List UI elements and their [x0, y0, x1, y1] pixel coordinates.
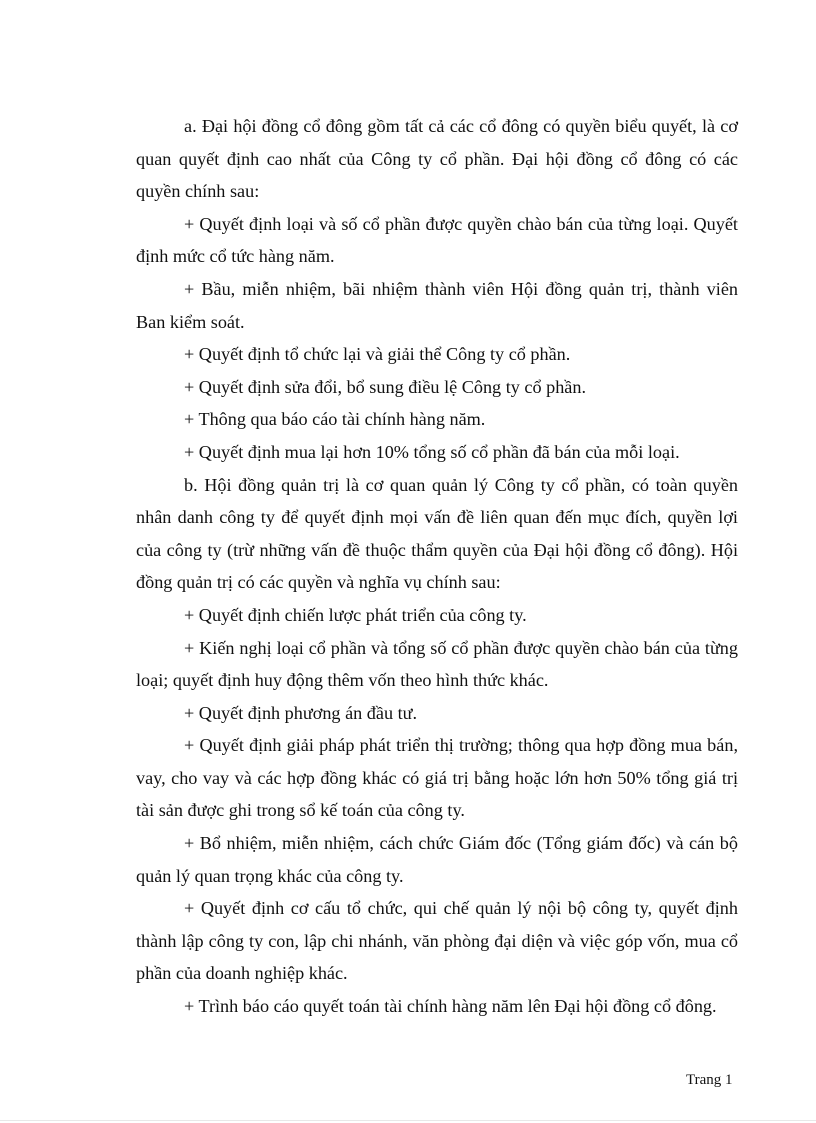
page-bottom-edge	[0, 1120, 816, 1121]
list-item: + Quyết định phương án đầu tư.	[184, 702, 418, 723]
list-item: + Quyết định mua lại hơn 10% tổng số cổ phần đã bán của mỗi loại.	[184, 441, 680, 462]
list-item: + Quyết định giải pháp phát triển thị trường; thông qua hợp đồng mua bán, vay, cho vay và các hợp đồng khác có giá trị bằng hoặc lớn hơn 50% tổng giá trị tài sản được ghi trong sổ kế toán của công ty.	[136, 735, 738, 821]
list-item: + Trình báo cáo quyết toán tài chính hàng năm lên Đại hội đồng cổ đông.	[184, 996, 717, 1017]
page-number: Trang 1	[686, 1072, 733, 1088]
list-item: + Quyết định chiến lược phát triển của công ty.	[184, 604, 527, 625]
list-item: + Quyết định loại và số cổ phần được quyền chào bán của từng loại. Quyết định mức cổ tức hàng năm.	[136, 213, 738, 267]
list-item: + Quyết định cơ cấu tổ chức, qui chế quản lý nội bộ công ty, quyết định thành lập công ty con, lập chi nhánh, văn phòng đại diện và việc góp vốn, mua cổ phần của doanh nghiệp khác.	[136, 898, 738, 984]
list-item: + Bổ nhiệm, miễn nhiệm, cách chức Giám đốc (Tổng giám đốc) và cán bộ quản lý quan trọng khác của công ty.	[136, 833, 738, 886]
list-item: + Quyết định tổ chức lại và giải thể Công ty cổ phần.	[184, 344, 571, 365]
list-item: + Quyết định sửa đổi, bổ sung điều lệ Công ty cổ phần.	[184, 376, 587, 397]
paragraph-board-of-directors: b. Hội đồng quản trị là cơ quan quản lý Công ty cổ phần, có toàn quyền nhân danh công ty để quyết định mọi vấn đề liên quan đến mục đích, quyền lợi của công ty (trừ những vấn đề thuộc thẩm quyền của Đại hội đồng cổ đông). Hội đồng quản trị có các quyền và nghĩa vụ chính sau:	[136, 474, 738, 593]
list-item: + Thông qua báo cáo tài chính hàng năm.	[184, 409, 486, 430]
list-item: + Bầu, miễn nhiệm, bãi nhiệm thành viên Hội đồng quản trị, thành viên Ban kiểm soát.	[136, 278, 738, 332]
document-body	[136, 110, 738, 1023]
list-item: + Kiến nghị loại cổ phần và tổng số cổ phần được quyền chào bán của từng loại; quyết định huy động thêm vốn theo hình thức khác.	[136, 637, 738, 691]
paragraph-shareholders-meeting: a. Đại hội đồng cổ đông gồm tất cả các cổ đông có quyền biểu quyết, là cơ quan quyết định cao nhất của Công ty cổ phần. Đại hội đồng cổ đông có các quyền chính sau:	[136, 116, 738, 202]
